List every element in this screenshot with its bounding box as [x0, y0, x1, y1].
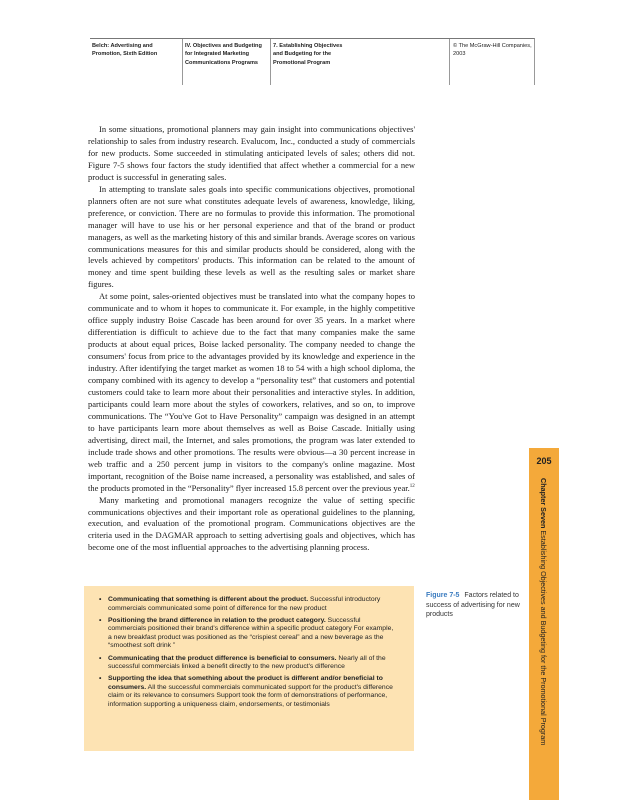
- bullet-icon: •: [99, 675, 102, 683]
- item-text: Successful introductory commercials communicated some point of difference for the new product: [108, 596, 381, 612]
- bullet-icon: •: [99, 654, 102, 662]
- item-lead: Positioning the brand difference in relation to the product category.: [108, 616, 326, 624]
- item-lead: Supporting the idea that something about the product is different and/or beneficial to consumers.: [108, 675, 383, 691]
- figure-7-5-box: [84, 586, 414, 751]
- chapter-label: Chapter Seven: [539, 478, 548, 529]
- figure-caption-text: Factors related to success of advertising for new products: [426, 592, 520, 618]
- paragraph-1: In some situations, promotional planners may gain insight into communications objectives' relationship to sales from industry research. Evalucom, Inc., conducted a study of commercials for new products. Some succeeded in stimulating anticipated levels of sales; others did not. Figure 7-5 shows four factors the study identified that affect whether a commercial for a new product is successful in generating sales.: [88, 124, 415, 182]
- bullet-icon: •: [99, 596, 102, 603]
- paragraph-4: Many marketing and promotional managers recognize the value of setting specific communications objectives and their important role as operational guidelines to the planning, execution, and evaluation of the promotional program. Communications objectives are the criteria used in the DAGMAR approach to setting advertising goals and objectives, which has become one of the most influential approaches to the advertising planning process.: [88, 494, 415, 553]
- body-text: [88, 124, 415, 554]
- list-item: [99, 616, 396, 651]
- figure-label: Figure 7-5: [426, 592, 460, 599]
- header-part-title: IV. Objectives and Budgeting for Integrated Marketing Communications Programs: [182, 39, 265, 85]
- footnote-marker: 12: [409, 483, 415, 489]
- item-lead: Communicating that the product difference is beneficial to consumers.: [108, 654, 337, 662]
- sidebar-running-title: [539, 478, 548, 745]
- item-text: All the successful commercials communicated support for the product's difference claim or its relevance to consumers Support took the form of demonstrations of performance, information supporting a uniqueness claim, endorsements, or testimonials: [108, 683, 393, 709]
- paragraph-3-text: At some point, sales-oriented objectives must be translated into what the company hopes to communicate and to whom it hopes to communicate it. For example, in the highly competitive office supply industry Boise Cascade has been around for over 35 years. In a market where differentiation is difficult to achieve due to the fact that many companies make the same products at about equal prices, Boise lacked personality. The company needed to change the consumers' focus from price to the advantages provided by its knowledge and experience in the industry. After identifying the target market as women 18 to 54 with a high school diploma, the company combined with its agency to develop a “personality test” that customers and potential customers could take to learn more about their personalities and interactive styles. In addition, participants could learn more about the styles of coworkers, relatives, and so on, to improve communications. The “You've Got to Have Personality” campaign was designed in an attempt to have participants learn more about themselves as well as Boise Cascade. Initially using advertising, direct mail, the Internet, and sales promotions, the program was later extended to include trade shows and other promotions. The results were obvious—a 30 percent increase in web traffic and a 250 percent jump in visitors to the company's online magazine. Most important, recognition of the Boise name increased, a personality was established, and sales of the products promoted in the “Personality” flyer increased 15.8 percent over the previous year.: [88, 291, 415, 493]
- running-header: [90, 38, 535, 85]
- paragraph-2: In attempting to translate sales goals into specific communications objectives, promotional planners often are not sure what constitutes adequate levels of awareness, knowledge, liking, preference, or conviction. There are no formulas to provide this information. The promotional manager will have to use his or her personal experience and that of the brand or product managers, as well as the marketing history of this and similar brands. Average scores on various communications measures for this and similar products should be considered, along with the levels achieved by competitors' products. This information can be related to the amount of money and time spent building these levels as well as the resulting sales or market share figures.: [88, 183, 415, 290]
- item-lead: Communicating that something is different about the product.: [108, 596, 309, 603]
- header-book-title: Belch: Advertising and Promotion, Sixth Edition: [92, 43, 158, 58]
- paragraph-3: [88, 291, 415, 494]
- bullet-icon: •: [99, 616, 102, 624]
- page-number: 205: [536, 456, 552, 466]
- figure-caption: [426, 591, 544, 620]
- item-text: Nearly all of the successful commercials linked a benefit directly to the new product's difference: [108, 654, 386, 671]
- list-item: [99, 596, 396, 613]
- item-text: Successful commercials positioned their brand's difference within a specific product category For example, a new breakfast product was positioned as the “crispiest cereal” and a new beverage as the “smoothest soft drink ”: [108, 616, 394, 650]
- chapter-title: Establishing Objectives and Budgeting for the Promotional Program: [539, 530, 548, 746]
- header-copyright: © The McGraw-Hill Companies, 2003: [449, 39, 535, 85]
- header-chapter-title: 7. Establishing Objectives and Budgeting for the Promotional Program: [270, 39, 353, 85]
- factors-list: [84, 586, 414, 710]
- list-item: [99, 654, 396, 672]
- list-item: [99, 675, 396, 709]
